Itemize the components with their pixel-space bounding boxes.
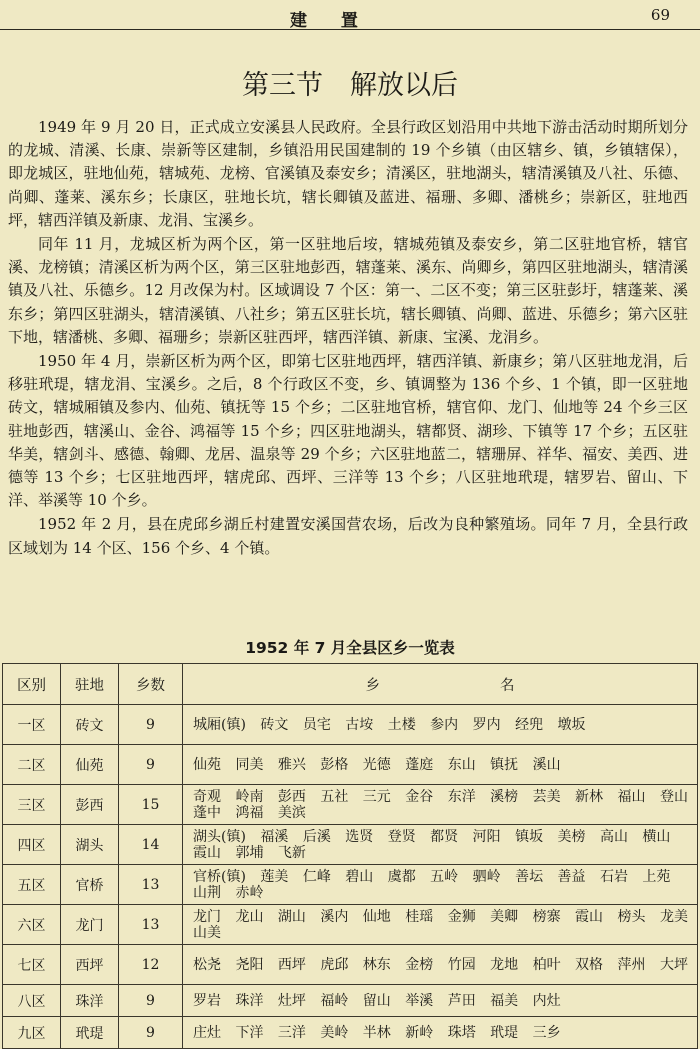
paragraph: 同年 11 月，龙城区析为两个区，第一区驻地后垵，辖城苑镇及泰安乡，第二区驻地官桥，辖官溪、龙榜镇；清溪区析为两个区，第三区驻地彭西，辖蓬莱、溪东、尚卿乡，第四区驻地湖头，辖清溪镇及八社、乐德乡。12 月改保为村。区域调设 7 个区：第一、二区不变；第三区驻彭圩，辖蓬莱、溪东乡；第四区驻湖头，辖清溪镇、八社乡；第五区驻长坑，辖长卿镇、尚卿、蓝进、乐德乡；第六区驻下地，辖潘桃、多卿、福珊乡；崇新区驻西坪，辖西洋镇、新康、宝溪、龙涓乡。	[8, 235, 688, 346]
page-header	[0, 0, 700, 30]
paragraph: 1949 年 9 月 20 日，正式成立安溪县人民政府。全县行政区划沿用中共地下游击活动时期所划分的龙城、清溪、长康、崇新等区建制，乡镇沿用民国建制的 19 个乡镇（由区辖乡、镇，乡镇辖保），即龙城区，驻地仙苑，辖城苑、龙榜、官溪镇及泰安乡；清溪区，驻地湖头，辖清溪镇及八社、乐德、尚卿、蓬莱、溪东乡；长康区，驻地长坑，辖长卿镇及蓝进、福珊、多卿、潘桃乡；崇新区，驻地西坪，辖西洋镇及新康、龙涓、宝溪乡。	[8, 118, 688, 229]
cell-towns: 庄灶 下洋 三洋 美岭 半林 新岭 珠塔 玳瑅 三乡	[183, 1017, 698, 1049]
cell-district: 五区	[3, 865, 61, 905]
cell-towns: 龙门 龙山 湖山 溪内 仙地 桂瑶 金狮 美卿 榜寨 霞山 榜头 龙美 山美	[183, 905, 698, 945]
cell-seat: 龙门	[61, 905, 119, 945]
cell-district: 四区	[3, 825, 61, 865]
cell-seat: 玳瑅	[61, 1017, 119, 1049]
table-row	[3, 825, 698, 865]
table-row	[3, 785, 698, 825]
cell-seat: 仙苑	[61, 745, 119, 785]
body-text	[8, 116, 688, 561]
cell-seat: 砖文	[61, 705, 119, 745]
cell-count: 14	[119, 825, 183, 865]
cell-seat: 官桥	[61, 865, 119, 905]
cell-district: 七区	[3, 945, 61, 985]
cell-district: 二区	[3, 745, 61, 785]
table-row	[3, 905, 698, 945]
table-row	[3, 985, 698, 1017]
cell-towns: 松尧 尧阳 西坪 虎邱 林东 金榜 竹园 龙地 柏叶 双格 萍州 大坪	[183, 945, 698, 985]
cell-district: 一区	[3, 705, 61, 745]
header-name-left: 乡	[365, 677, 380, 694]
cell-towns: 城厢(镇) 砖文 员宅 古垵 土楼 参内 罗内 经兜 墩坂	[183, 705, 698, 745]
cell-district: 九区	[3, 1017, 61, 1049]
cell-count: 13	[119, 865, 183, 905]
table-row	[3, 705, 698, 745]
cell-district: 三区	[3, 785, 61, 825]
cell-district: 八区	[3, 985, 61, 1017]
table-row	[3, 945, 698, 985]
paragraph: 1952 年 2 月，县在虎邱乡湖丘村建置安溪国营农场，后改为良种繁殖场。同年 7 月，全县行政区域划为 14 个区、156 个乡、4 个镇。	[8, 515, 688, 557]
header-count: 乡数	[119, 664, 183, 705]
header-seat: 驻地	[61, 664, 119, 705]
cell-count: 9	[119, 1017, 183, 1049]
paragraph: 1950 年 4 月，崇新区析为两个区，即第七区驻地西坪，辖西洋镇、新康乡；第八区驻地龙涓，后移驻玳瑅，辖龙涓、宝溪乡。之后，8 个行政区不变，乡、镇调整为 136 个乡、1 个镇，即一区驻地砖文，辖城厢镇及参内、仙苑、镇抚等 15 个乡；二区驻地官桥，辖官仰、龙门、仙地等 24 个乡三区驻地彭西，辖溪山、金谷、鸿福等 15 个乡；四区驻地湖头，辖都贤、湖珍、下镇等 17 个乡；五区驻华美，辖剑斗、感德、翰卿、龙居、温泉等 29 个乡；六区驻地蓝二，辖珊屏、祥华、福安、美西、进德等 13 个乡；七区驻地西坪，辖虎邱、西坪、三洋等 13 个乡；八区驻地玳瑅，辖罗岩、留山、下洋、举溪等 10 个乡。	[8, 352, 688, 510]
table-row	[3, 1017, 698, 1049]
cell-district: 六区	[3, 905, 61, 945]
districts-table	[2, 663, 698, 1049]
cell-count: 15	[119, 785, 183, 825]
table-row	[3, 745, 698, 785]
cell-seat: 珠洋	[61, 985, 119, 1017]
page-number: 69	[650, 6, 670, 24]
cell-towns: 湖头(镇) 福溪 后溪 选贤 登贤 都贤 河阳 镇坂 美榜 高山 横山 霞山 郭埔 飞新	[183, 825, 698, 865]
cell-seat: 彭西	[61, 785, 119, 825]
header-district: 区别	[3, 664, 61, 705]
cell-seat: 湖头	[61, 825, 119, 865]
cell-count: 9	[119, 745, 183, 785]
cell-towns: 仙苑 同美 雅兴 彭格 光德 蓬庭 东山 镇抚 溪山	[183, 745, 698, 785]
running-title: 建 置	[290, 11, 372, 31]
cell-count: 9	[119, 985, 183, 1017]
cell-towns: 奇观 岭南 彭西 五社 三元 金谷 东洋 溪榜 芸美 新林 福山 登山 蓬中 鸿福 美滨	[183, 785, 698, 825]
table-row	[3, 865, 698, 905]
section-title: 第三节 解放以后	[242, 70, 458, 101]
cell-count: 9	[119, 705, 183, 745]
header-name-right: 名	[500, 677, 515, 694]
cell-towns: 罗岩 珠洋 灶坪 福岭 留山 举溪 芦田 福美 内灶	[183, 985, 698, 1017]
header-names	[183, 664, 698, 705]
cell-count: 13	[119, 905, 183, 945]
cell-count: 12	[119, 945, 183, 985]
table-caption: 1952 年 7 月全县区乡一览表	[245, 639, 455, 657]
cell-towns: 官桥(镇) 莲美 仁峰 碧山 虞都 五岭 驷岭 善坛 善益 石岩 上苑 山荆 赤岭	[183, 865, 698, 905]
header-rule	[0, 29, 700, 30]
cell-seat: 西坪	[61, 945, 119, 985]
table-header-row	[3, 664, 698, 705]
